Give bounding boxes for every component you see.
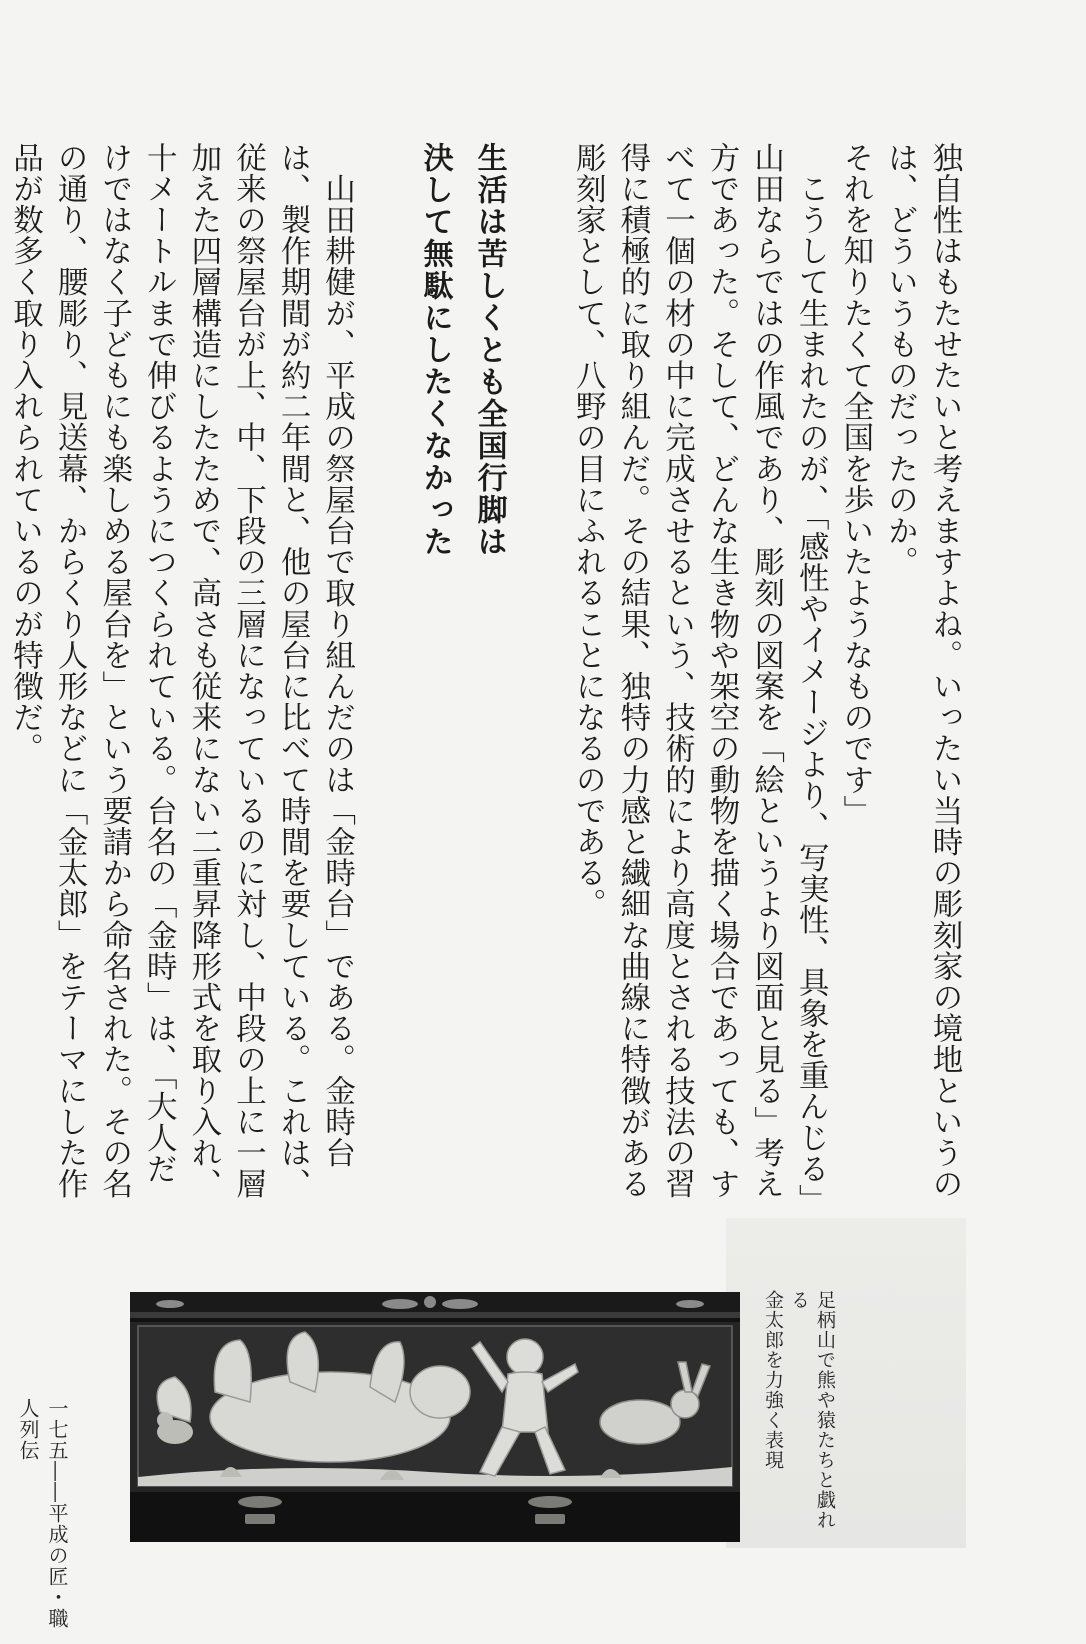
photo-caption bbox=[760, 1290, 838, 1530]
body-text bbox=[7, 142, 966, 1202]
spacer bbox=[521, 142, 565, 1202]
paragraph-1-line-2: それを知りたくて全国を歩いたようなものです」 bbox=[837, 142, 873, 827]
spacer bbox=[359, 142, 403, 1202]
page-folio: 一七五――平成の匠・職人列伝 bbox=[16, 1398, 69, 1629]
section-heading-line-1: 生活は苦しくとも全国行脚は bbox=[471, 142, 507, 558]
paragraph-4 bbox=[0, 142, 2, 1202]
paragraph-3: 山田耕健が、平成の祭屋台で取り組んだのは「金時台」である。金時台は、製作期間が約二年間と、他の屋台に比べて時間を要している。これは、従来の祭屋台が上、中、下段の三層になっているのに対し、中段の上に一層加えた四層構造にしたためで、高さも従来にない二重昇降形式を取り入れ、十メートルまで伸びるようにつくられている。台名の「金時」は、「大人だけではなく子どもにも楽しめる屋台を」という要請から命名された。その名の通り、腰彫り、見送幕、からくり人形などに「金太郎」をテーマにした作品が数多く取り入れられているのが特徴だ。 bbox=[7, 142, 355, 1200]
paragraph-2: こうして生まれたのが、「感性やイメージより、写実性、具象を重んじる」山田ならではの作風であり、彫刻の図案を「絵というより図面と見る」考え方であった。そして、どんな生き物や架空の動物を描く場合であっても、すべて一個の材の中に完成させるという、技術的により高度とされる技法の習得に積極的に取り組んだ。その結果、独特の力感と繊細な曲線に特徴がある彫刻家として、八野の目にふれることになるのである。 bbox=[570, 142, 829, 1200]
section-heading-line-2: 決して無駄にしたくなかった bbox=[417, 142, 453, 558]
paragraph-1-line-1: 独自性はもたせたいと考えますよね。いったい当時の彫刻家の境地というのは、どういうものだったのか。 bbox=[882, 142, 962, 1200]
caption-line-2: 金太郎を力強く表現 bbox=[762, 1290, 784, 1470]
caption-line-1: 足柄山で熊や猿たちと戯れる bbox=[788, 1290, 836, 1530]
kintaro-carving-photo bbox=[130, 1292, 740, 1542]
